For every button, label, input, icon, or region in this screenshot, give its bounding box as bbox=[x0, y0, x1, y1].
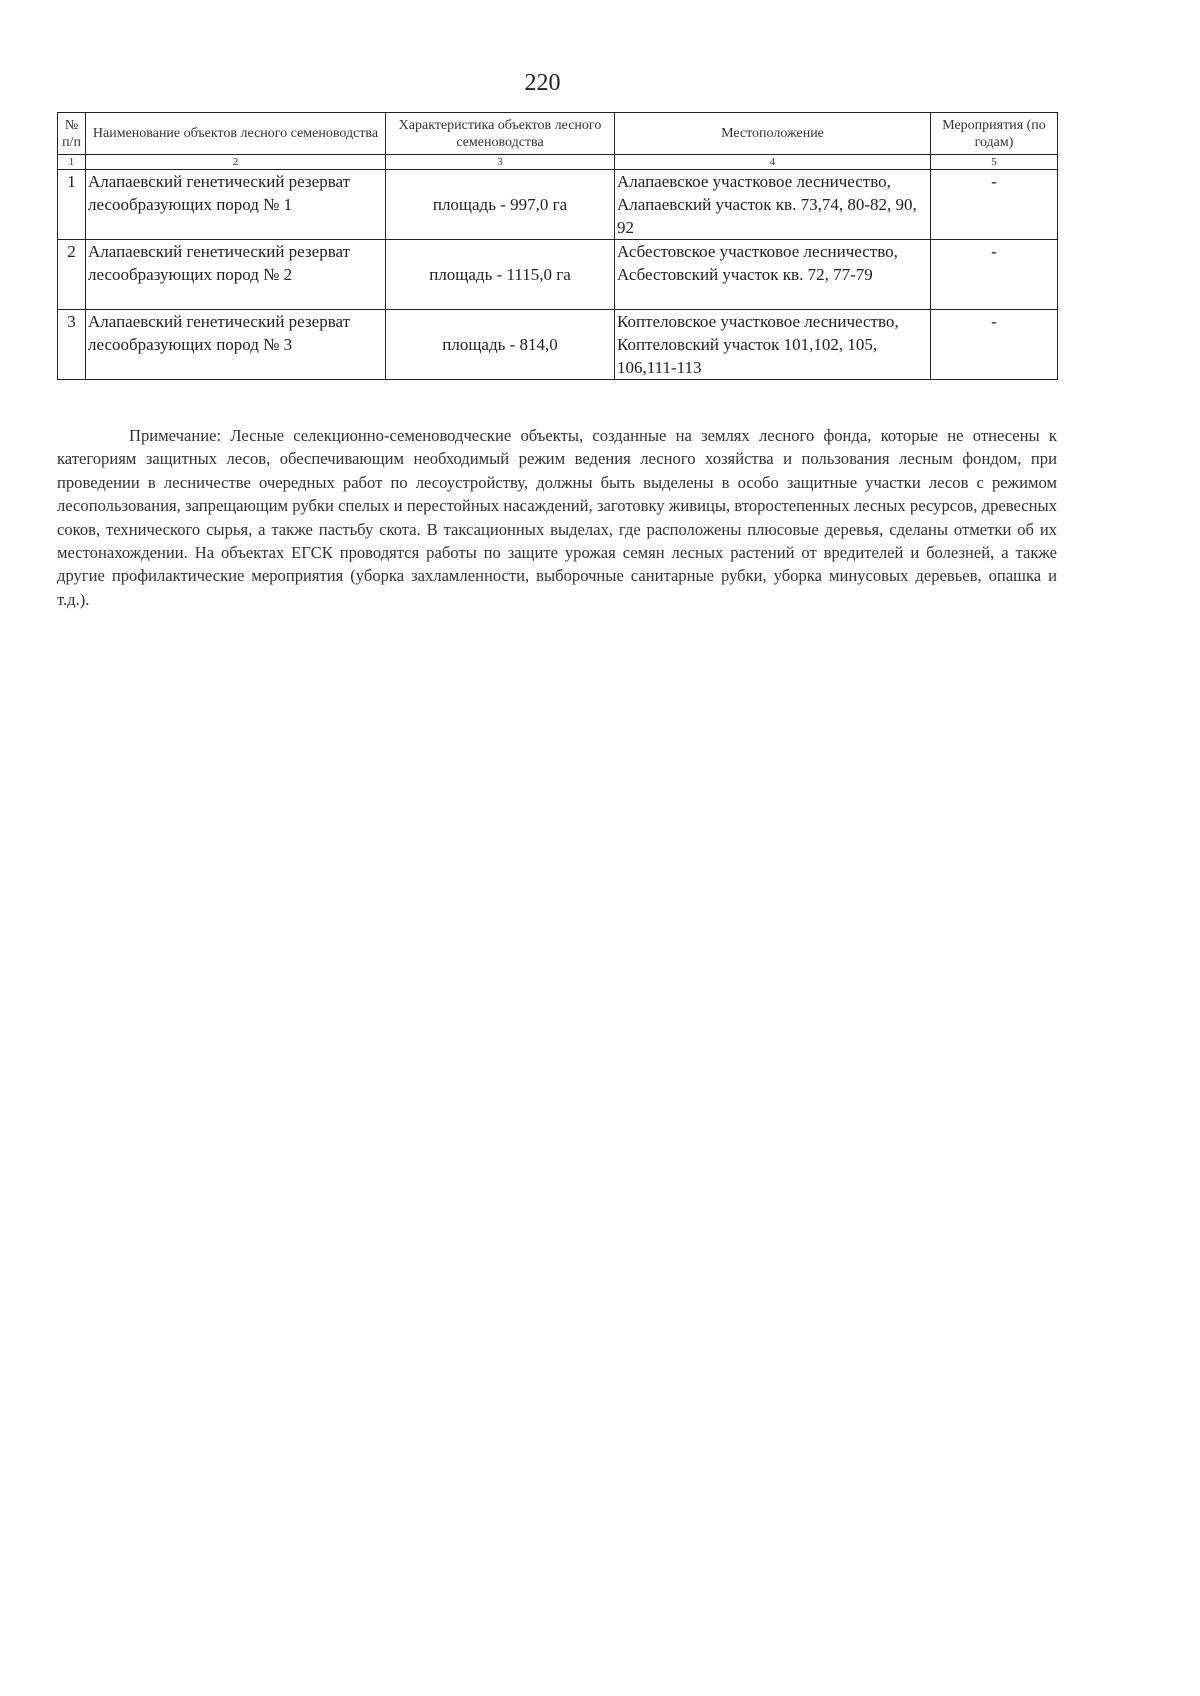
column-number: 1 bbox=[58, 155, 86, 170]
object-name: Алапаевский генетический резерват лесообразующих пород № 1 bbox=[86, 170, 386, 240]
row-number: 3 bbox=[58, 310, 86, 380]
column-number: 5 bbox=[931, 155, 1058, 170]
object-name: Алапаевский генетический резерват лесообразующих пород № 2 bbox=[86, 240, 386, 310]
header-object-name: Наименование объектов лесного семеноводства bbox=[86, 113, 386, 155]
row-number: 2 bbox=[58, 240, 86, 310]
object-location: Алапаевское участковое лесничество, Алапаевский участок кв. 73,74, 80-82, 90, 92 bbox=[615, 170, 931, 240]
column-number: 3 bbox=[386, 155, 615, 170]
seed-objects-table bbox=[57, 112, 1058, 380]
header-characteristic: Характеристика объектов лесного семеноводства bbox=[386, 113, 615, 155]
table-header-row bbox=[58, 113, 1058, 155]
object-events: - bbox=[931, 310, 1058, 380]
note-text: Примечание: Лесные селекционно-семеноводческие объекты, созданные на землях лесного фонда, которые не отнесены к категориям защитных лесов, обеспечивающим необходимый режим ведения лесного хозяйства и пользования лесным фондом, при проведении в лесничестве очередных работ по лесоустройству, должны быть выделены в особо защитные участки лесов с режимом лесопользования, запрещающим рубки спелых и перестойных насаждений, заготовку живицы, второстепенных лесных ресурсов, древесных соков, технического сырья, а также пастьбу скота. В таксационных выделах, где расположены плюсовые деревья, сделаны отметки об их местонахождении. На объектах ЕГСК проводятся работы по защите урожая семян лесных растений от вредителей и болезней, а также другие профилактические мероприятия (уборка захламленности, выборочные санитарные рубки, уборка минусовых деревьев, опашка и т.д.). bbox=[57, 426, 1057, 609]
column-number: 2 bbox=[86, 155, 386, 170]
object-events: - bbox=[931, 240, 1058, 310]
page-number: 220 bbox=[524, 70, 561, 96]
table-row bbox=[58, 170, 1058, 240]
table-row bbox=[58, 240, 1058, 310]
header-number: № п/п bbox=[58, 113, 86, 155]
header-location: Местоположение bbox=[615, 113, 931, 155]
row-number: 1 bbox=[58, 170, 86, 240]
object-location: Асбестовское участковое лесничество, Асбестовский участок кв. 72, 77-79 bbox=[615, 240, 931, 310]
column-number-row bbox=[58, 155, 1058, 170]
object-characteristic: площадь - 814,0 bbox=[386, 310, 615, 380]
object-characteristic: площадь - 997,0 га bbox=[386, 170, 615, 240]
object-characteristic: площадь - 1115,0 га bbox=[386, 240, 615, 310]
object-name: Алапаевский генетический резерват лесообразующих пород № 3 bbox=[86, 310, 386, 380]
object-events: - bbox=[931, 170, 1058, 240]
object-location: Коптеловское участковое лесничество, Коптеловский участок 101,102, 105, 106,111-113 bbox=[615, 310, 931, 380]
column-number: 4 bbox=[615, 155, 931, 170]
note-paragraph bbox=[57, 424, 1057, 611]
table-row bbox=[58, 310, 1058, 380]
header-events: Мероприятия (по годам) bbox=[931, 113, 1058, 155]
